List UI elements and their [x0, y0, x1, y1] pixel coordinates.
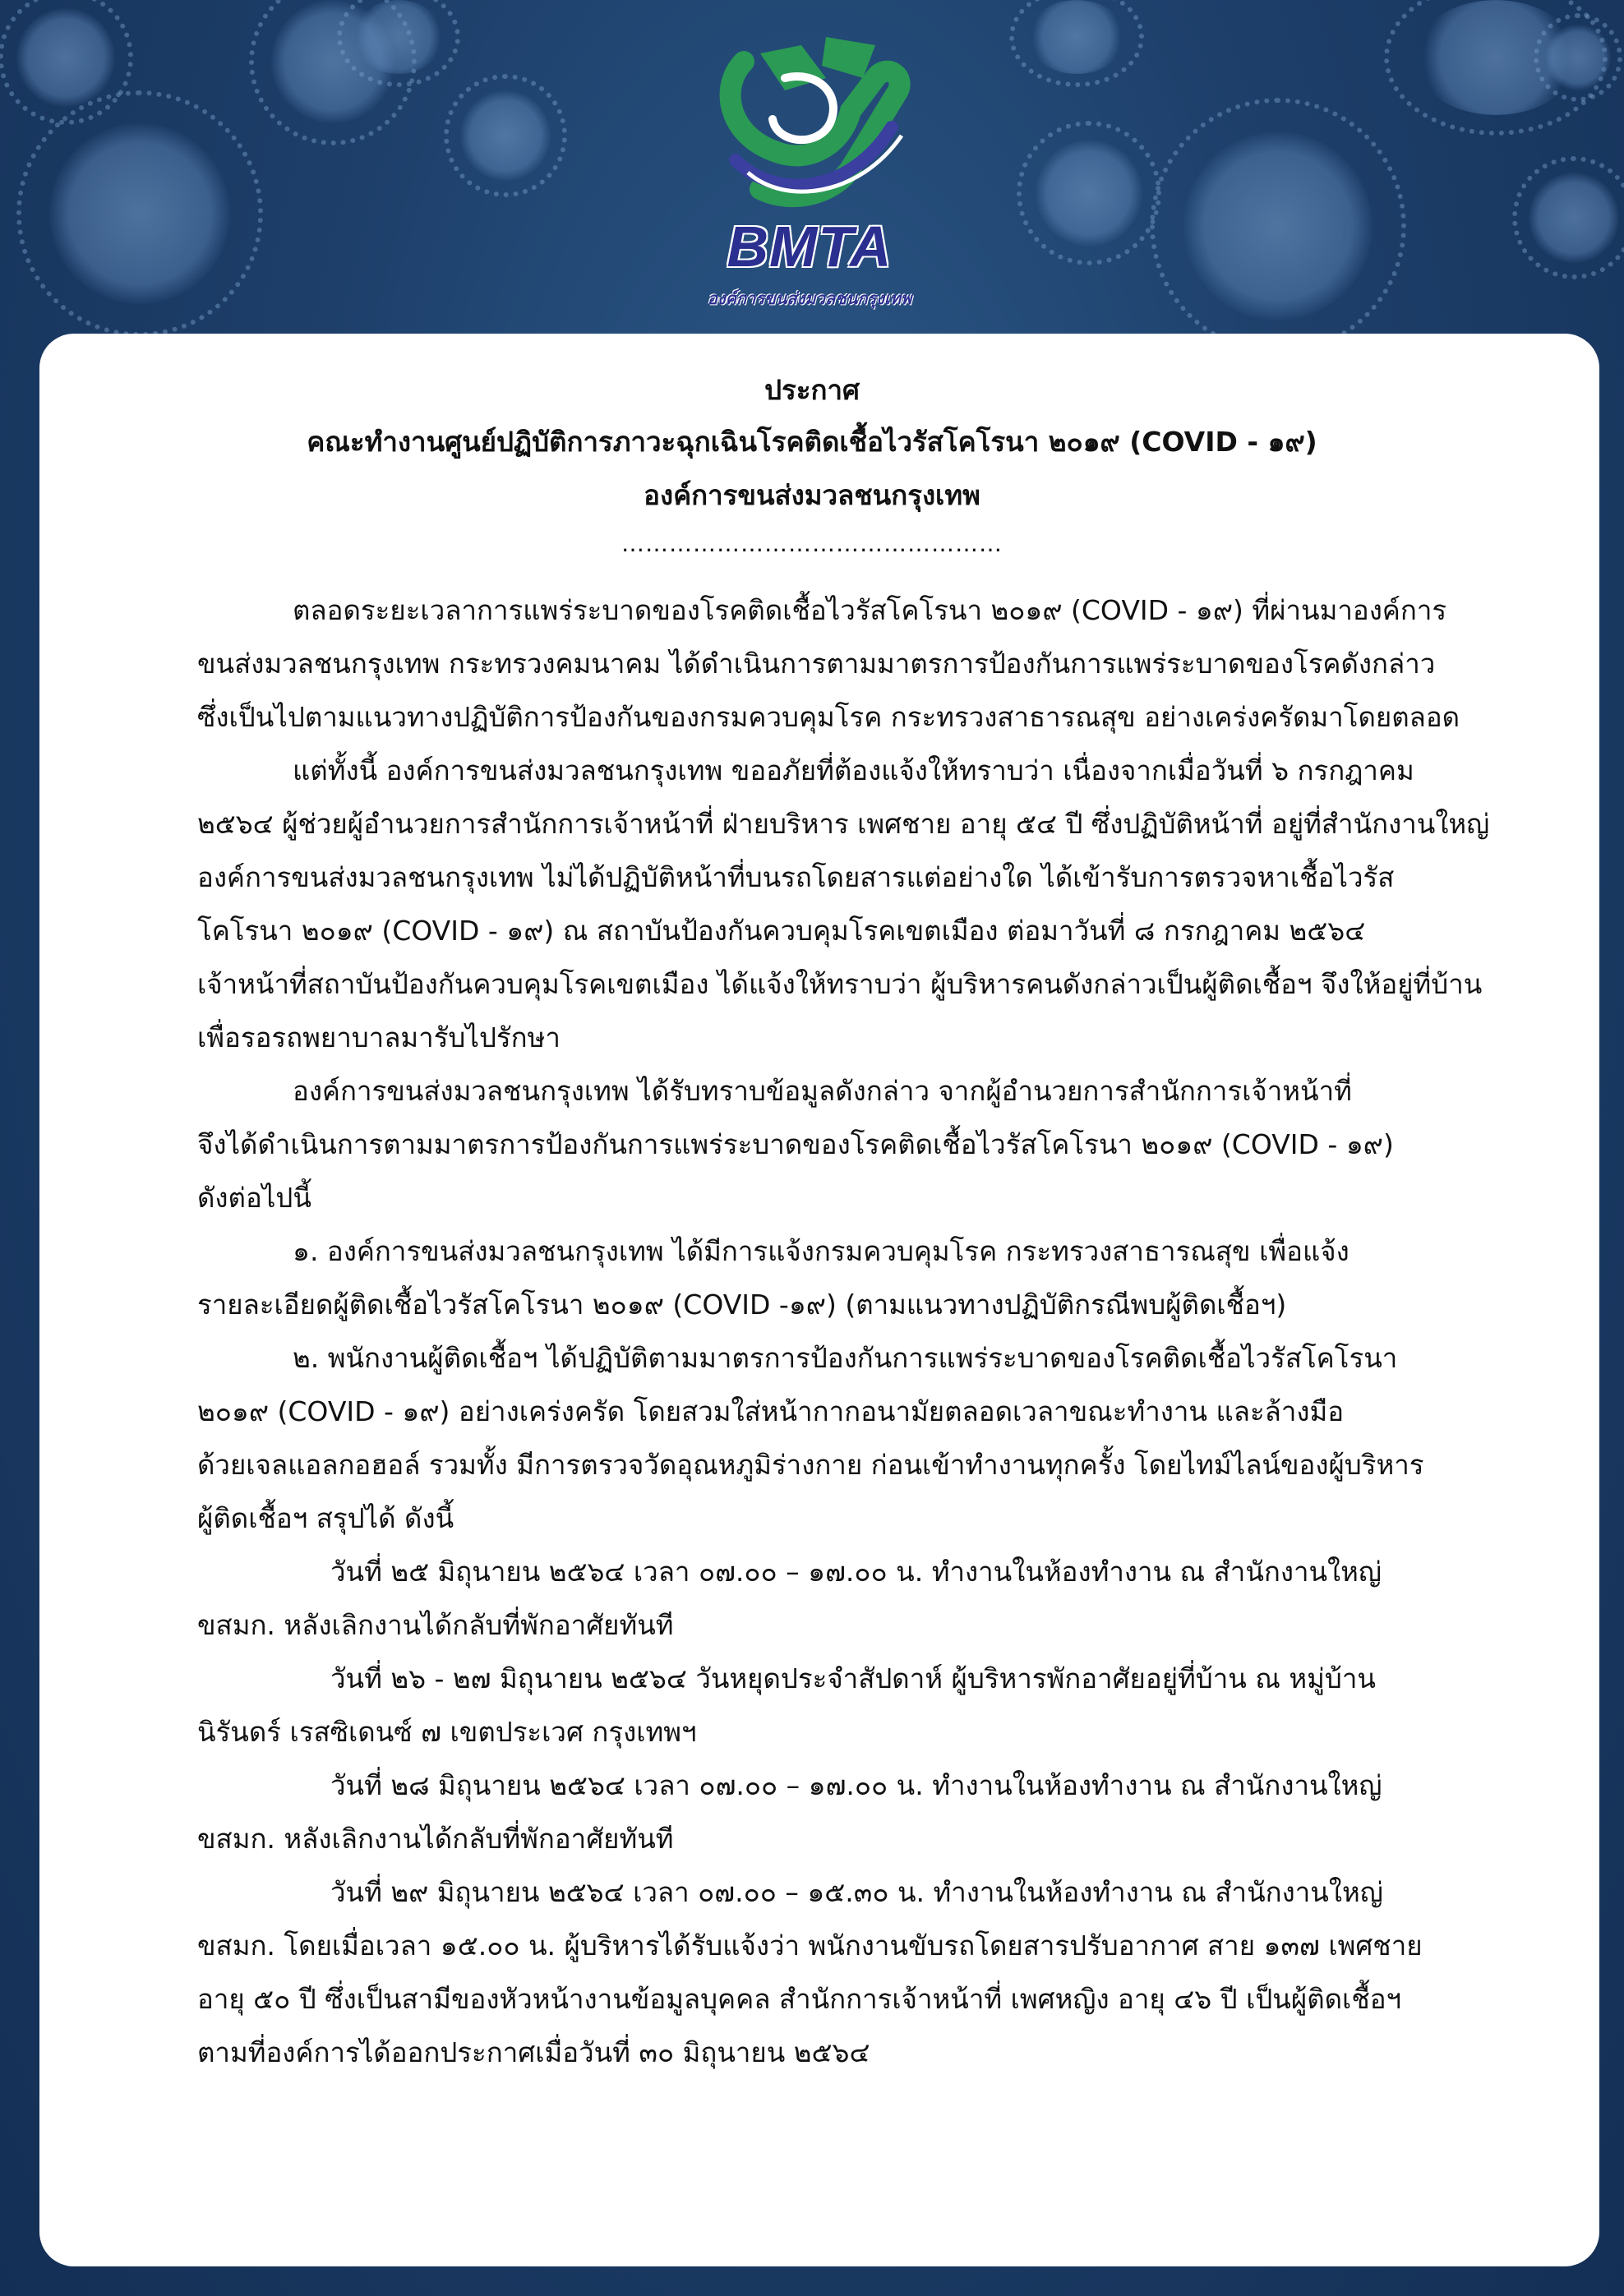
- virus-decoration-icon: [353, 0, 444, 74]
- body-line: ๒๕๖๔ ผู้ช่วยผู้อำนวยการสำนักการเจ้าหน้าที่ ฝ่ายบริหาร เพศชาย อายุ ๕๔ ปี ซึ่งปฏิบัติหน้าที่ อยู่ที่สำนักงานใหญ่: [197, 808, 1490, 840]
- announcement-subtitle: คณะทำงานศูนย์ปฏิบัติการภาวะฉุกเฉินโรคติดเชื้อไวรัสโคโรนา ๒๐๑๙ (COVID - ๑๙): [307, 426, 1317, 458]
- body-line: รายละเอียดผู้ติดเชื้อไวรัสโคโรนา ๒๐๑๙ (COVID -๑๙) (ตามแนวทางปฏิบัติกรณีพบผู้ติดเชื้อฯ): [197, 1289, 1287, 1321]
- body-line: ๑. องค์การขนส่งมวลชนกรุงเทพ ได้มีการแจ้งกรมควบคุมโรค กระทรวงสาธารณสุข เพื่อแจ้ง: [293, 1235, 1349, 1267]
- body-line: ขสมก. โดยเมื่อเวลา ๑๕.๐๐ น. ผู้บริหารได้รับแจ้งว่า พนักงานขับรถโดยสารปรับอากาศ สาย ๑๓๗ เพศชาย: [197, 1929, 1423, 1962]
- body-line: ดังต่อไปนี้: [197, 1182, 311, 1214]
- bmta-logo: [686, 29, 933, 308]
- body-line: ตามที่องค์การได้ออกประกาศเมื่อวันที่ ๓๐ มิถุนายน ๒๕๖๔: [197, 2036, 870, 2068]
- logo-brand-text: BMTA: [727, 214, 893, 279]
- body-line: แต่ทั้งนี้ องค์การขนส่งมวลชนกรุงเทพ ขออภัยที่ต้องแจ้งให้ทราบว่า เนื่องจากเมื่อวันที่ ๖ กรกฎาคม: [293, 754, 1414, 786]
- logo-subtitle: องค์การขนส่งมวลชนกรุงเทพ: [707, 288, 912, 308]
- virus-decoration-icon: [1545, 25, 1611, 90]
- body-line: วันที่ ๒๙ มิถุนายน ๒๕๖๔ เวลา ๐๗.๐๐ – ๑๕.๓๐ น. ทำงานในห้องทำงาน ณ สำนักงานใหญ่: [330, 1876, 1383, 1908]
- bmta-logo-mark-icon: [686, 29, 933, 218]
- body-line: องค์การขนส่งมวลชนกรุงเทพ ได้รับทราบข้อมูลดังกล่าว จากผู้อำนวยการสำนักการเจ้าหน้าที่: [293, 1075, 1352, 1107]
- organization-name: องค์การขนส่งมวลชนกรุงเทพ: [644, 479, 980, 511]
- body-line: นิรันดร์ เรสซิเดนซ์ ๗ เขตประเวศ กรุงเทพฯ: [197, 1716, 697, 1748]
- body-line: องค์การขนส่งมวลชนกรุงเทพ ไม่ได้ปฏิบัติหน้าที่บนรถโดยสารแต่อย่างใด ได้เข้ารับการตรวจหาเชื้อไวรัส: [197, 861, 1395, 893]
- body-line: ตลอดระยะเวลาการแพร่ระบาดของโรคติดเชื้อไวรัสโคโรนา ๒๐๑๙ (COVID - ๑๙) ที่ผ่านมาองค์การ: [293, 594, 1447, 626]
- virus-decoration-icon: [49, 123, 230, 304]
- body-line: โคโรนา ๒๐๑๙ (COVID - ๑๙) ณ สถาบันป้องกันควบคุมโรคเขตเมือง ต่อมาวันที่ ๘ กรกฎาคม ๒๕๖๔: [197, 915, 1366, 947]
- virus-decoration-icon: [16, 8, 115, 107]
- body-line: วันที่ ๒๕ มิถุนายน ๒๕๖๔ เวลา ๐๗.๐๐ – ๑๗.๐๐ น. ทำงานในห้องทำงาน ณ สำนักงานใหญ่: [330, 1556, 1382, 1588]
- separator-line: …………………………………………: [621, 530, 1003, 557]
- virus-decoration-icon: [1027, 0, 1126, 74]
- announcement-title: ประกาศ: [764, 374, 860, 406]
- body-line: เพื่อรอรถพยาบาลมารับไปรักษา: [197, 1021, 561, 1053]
- body-line: วันที่ ๒๘ มิถุนายน ๒๕๖๔ เวลา ๐๗.๐๐ – ๑๗.๐๐ น. ทำงานในห้องทำงาน ณ สำนักงานใหญ่: [330, 1769, 1382, 1801]
- virus-decoration-icon: [1183, 131, 1373, 320]
- virus-decoration-icon: [1036, 140, 1142, 247]
- body-line: ผู้ติดเชื้อฯ สรุปได้ ดังนี้: [197, 1502, 454, 1534]
- body-line: จึงได้ดำเนินการตามมาตรการป้องกันการแพร่ระบาดของโรคติดเชื้อไวรัสโคโรนา ๒๐๑๙ (COVID - ๑๙): [197, 1128, 1394, 1160]
- body-line: เจ้าหน้าที่สถาบันป้องกันควบคุมโรคเขตเมือง ได้แจ้งให้ทราบว่า ผู้บริหารคนดังกล่าวเป็นผู้ติดเชื้อฯ จึงให้อยู่ที่บ้าน: [197, 968, 1483, 1000]
- body-line: ๒. พนักงานผู้ติดเชื้อฯ ได้ปฏิบัติตามมาตรการป้องกันการแพร่ระบาดของโรคติดเชื้อไวรัสโคโรนา: [293, 1342, 1398, 1374]
- body-line: อายุ ๕๐ ปี ซึ่งเป็นสามีของหัวหน้างานข้อมูลบุคคล สำนักการเจ้าหน้าที่ เพศหญิง อายุ ๔๖ ปี เป็นผู้ติดเชื้อฯ: [197, 1983, 1402, 2015]
- body-line: ขสมก. หลังเลิกงานได้กลับที่พักอาศัยทันที: [197, 1823, 674, 1855]
- body-line: วันที่ ๒๖ - ๒๗ มิถุนายน ๒๕๖๔ วันหยุดประจำสัปดาห์ ผู้บริหารพักอาศัยอยู่ที่บ้าน ณ หมู่บ้าน: [330, 1662, 1376, 1694]
- body-line: ซึ่งเป็นไปตามแนวทางปฏิบัติการป้องกันของกรมควบคุมโรค กระทรวงสาธารณสุข อย่างเคร่งครัดมาโดยตลอด: [197, 701, 1460, 733]
- body-line: ขนส่งมวลชนกรุงเทพ กระทรวงคมนาคม ได้ดำเนินการตามมาตรการป้องกันการแพร่ระบาดของโรคดังกล่าว: [197, 648, 1436, 680]
- virus-decoration-icon: [460, 90, 551, 181]
- body-line: ด้วยเจลแอลกอฮอล์ รวมทั้ง มีการตรวจวัดอุณหภูมิร่างกาย ก่อนเข้าทำงานทุกครั้ง โดยไทม์ไลน์ของผู้บริหาร: [197, 1449, 1424, 1481]
- body-line: ๒๐๑๙ (COVID - ๑๙) อย่างเคร่งครัด โดยสวมใส่หน้ากากอนามัยตลอดเวลาขณะทำงาน และล้างมือ: [197, 1395, 1345, 1427]
- body-line: ขสมก. หลังเลิกงานได้กลับที่พักอาศัยทันที: [197, 1609, 674, 1641]
- virus-decoration-icon: [1529, 173, 1619, 263]
